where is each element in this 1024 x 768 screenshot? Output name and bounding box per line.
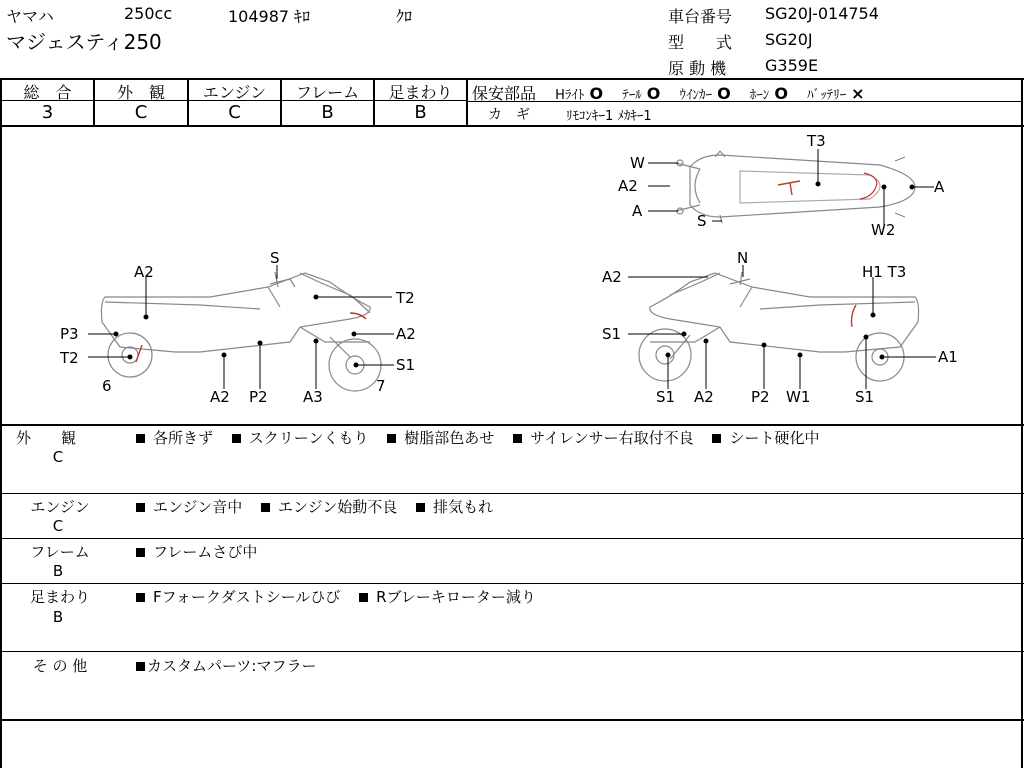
label-left-s: S [270,249,280,267]
list-item: シート硬化中 [729,429,820,447]
list-item: サイレンサー右取付不良 [530,429,694,447]
grade-frame-label: フレーム [295,83,360,102]
section-engine-grade: C [52,517,64,535]
key-value: ﾘﾓｺﾝｷｰ1 ﾒｶｷｰ1 [566,109,652,124]
list-item: カスタムパーツ:マフラー [147,657,317,675]
label-top-t3: T3 [807,132,826,150]
label-right-s1-bottom: S1 [656,388,676,406]
list-item: Fフォークダストシールひび [153,588,341,606]
displacement: 250cc [124,4,173,23]
section-suspension-title: 足まわり [29,588,90,606]
label-left-a3: A3 [303,388,323,406]
color: ｸﾛ [396,7,413,26]
label-right-s1-bottom2: S1 [855,388,875,406]
frame-no: SG20J-014754 [765,4,879,23]
divider [0,651,1024,652]
safety-mark-winker: O [717,84,731,103]
safety-item-battery: ﾊﾞｯﾃﾘｰ [807,88,847,103]
list-item: 各所きず [153,429,214,447]
model-name: マジェスティ250 [6,30,162,54]
label-left-7: 7 [376,377,386,395]
section-exterior-title: 外 観 [15,429,76,447]
section-suspension-items [136,586,536,607]
section-frame-title: フレーム [30,543,90,561]
list-item: 排気もれ [433,498,494,516]
safety-mark-horn: O [774,84,788,103]
divider [0,538,1024,539]
section-suspension-grade: B [52,608,64,626]
grade-exterior-value: C [134,102,148,123]
label-top-w2: W2 [871,221,896,239]
section-other-items [136,655,316,676]
grade-total-value: 3 [41,102,54,123]
grade-frame-value: B [321,102,334,123]
divider [0,424,1024,426]
label-right-h1t3: H1 T3 [862,263,907,281]
label-right-a2-bottom: A2 [694,388,714,406]
safety-parts [472,81,865,104]
safety-label: 保安部品 [472,84,537,103]
grade-suspension-label: 足まわり [388,83,453,102]
label-left-p3: P3 [60,325,79,343]
safety-item-tail: ﾃｰﾙ [622,88,642,103]
section-other-title: そ の 他 [32,657,88,675]
safety-mark-headlight: O [589,84,604,103]
divider [466,78,468,126]
damage-mark [136,345,142,362]
engine-code: G359E [765,56,819,75]
safety-item-winker: ｳｲﾝｶｰ [679,88,712,103]
label-right-s1: S1 [602,325,622,343]
frame-no-label: 車台番号 [668,7,733,26]
right-side-scooter [639,272,919,381]
section-exterior-items [136,427,819,448]
model-code-label: 型 式 [668,33,733,52]
mileage: 104987 ｷﾛ [228,7,311,26]
divider [0,493,1024,494]
label-top-a-right: A [934,178,945,196]
engine-label: 原 動 機 [668,59,727,78]
grade-engine-label: エンジン [202,83,267,102]
label-left-s1: S1 [396,356,416,374]
left-side-scooter [101,272,381,391]
damage-mark [852,305,857,327]
safety-item-headlight: Hﾗｲﾄ [555,88,585,103]
label-left-p2: P2 [249,388,268,406]
list-item: エンジン始動不良 [278,498,398,516]
safety-mark-battery: × [851,84,865,103]
safety-item-horn: ﾎｰﾝ [749,88,770,103]
divider [0,719,1024,721]
section-engine-items [136,496,493,517]
label-left-6: 6 [102,377,112,395]
safety-mark-tail: O [646,84,661,103]
top-view-scooter [676,151,915,223]
model-code: SG20J [765,30,813,49]
label-right-n: N [737,249,749,267]
list-item: 樹脂部色あせ [404,429,495,447]
list-item: Rブレーキローター減り [376,588,536,606]
section-frame-items [136,541,257,562]
label-top-a2: A2 [618,177,638,195]
list-item: スクリーンくもり [248,429,369,447]
label-left-a2: A2 [134,263,154,281]
label-right-a1: A1 [938,348,958,366]
label-top-w: W [630,154,645,172]
label-left-a2-right: A2 [396,325,416,343]
divider [0,583,1024,584]
label-right-a2: A2 [602,268,622,286]
grade-engine-value: C [228,102,241,123]
label-left-t2: T2 [60,349,79,367]
label-right-w1-bottom: W1 [786,388,811,406]
list-item: エンジン音中 [153,498,243,516]
grade-total-label: 総 合 [23,83,72,102]
damage-mark [778,181,800,195]
maker: ヤマハ [6,7,54,26]
section-engine-title: エンジン [30,498,90,516]
section-frame-grade: B [52,562,64,580]
section-exterior-grade: C [52,448,64,466]
label-top-s: S [697,212,707,230]
label-left-t2-top: T2 [396,289,415,307]
damage-diagram [0,127,1022,423]
label-top-a: A [632,202,643,220]
list-item: フレームさび中 [153,543,258,561]
label-left-a2-bottom: A2 [210,388,230,406]
key-label: カ ギ [488,107,530,123]
grade-exterior-label: 外 観 [116,83,165,102]
label-right-p2-bottom: P2 [751,388,770,406]
grade-suspension-value: B [414,102,427,123]
